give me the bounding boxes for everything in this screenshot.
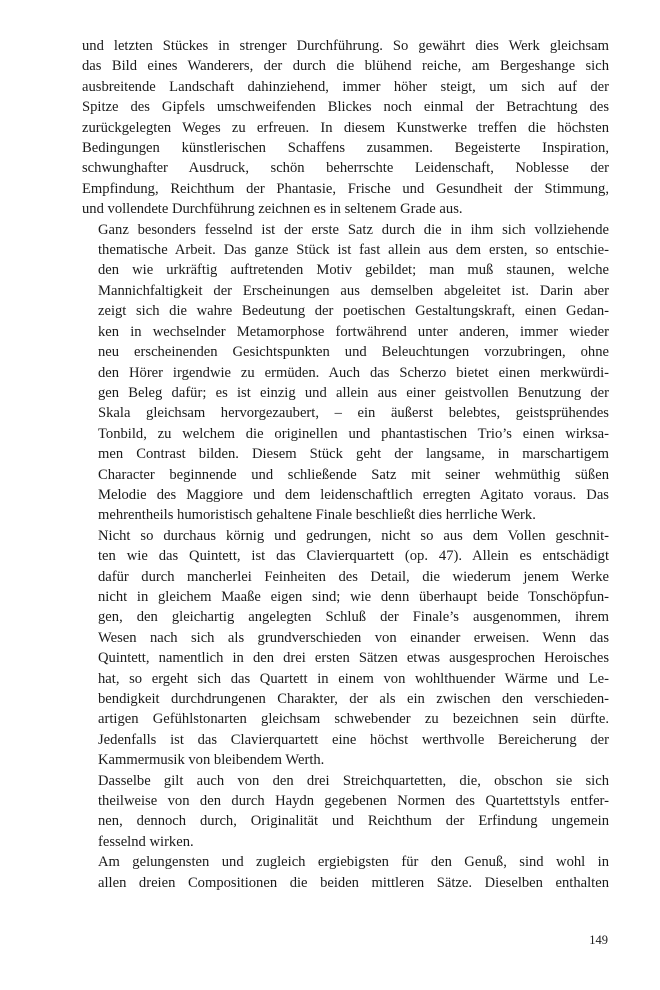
text-line: Melodie des Maggiore und dem leidenschaftlich erregten Agitato voraus. Das <box>98 486 609 503</box>
text-line: Nicht so durchaus körnig und gedrungen, nicht so aus dem Vollen geschnit- <box>98 527 609 544</box>
text-line: thematische Arbeit. Das ganze Stück ist fast allein aus dem ersten, so entschie- <box>98 242 609 259</box>
text-line: Mannichfaltigkeit der Erscheinungen aus demselben abgeleitet ist. Darin aber <box>98 282 609 299</box>
text-line: gen, den gleichartig angelegten Schluß der Finale’s ausgenommen, ihrem <box>98 609 609 626</box>
text-line: mehrentheils humoristisch gehaltene Finale beschließt dies herrliche Werk. <box>98 507 536 524</box>
text-line: allen dreien Compositionen die beiden mittleren Sätze. Dieselben enthalten <box>98 874 609 891</box>
text-line: Am gelungensten und zugleich ergiebigsten für den Genuß, sind wohl in <box>98 854 609 871</box>
text-line: gen Beleg dafür; es ist einzig und allein aus einer geistvollen Benutzung der <box>98 384 609 401</box>
text-line: Tonbild, zu welchem die originellen und phantastischen Trio’s einen wirksa- <box>98 425 609 442</box>
text-line: Quintett, namentlich in den drei ersten Sätzen etwas ausgesprochen Heroisches <box>98 650 609 667</box>
text-line: ausbreitende Landschaft dahinziehend, immer höher steigt, um sich auf der <box>82 78 609 95</box>
text-line: fesselnd wirken. <box>98 833 194 850</box>
text-line: schwunghafter Ausdruck, schön beherrschte Leidenschaft, Noblesse der <box>82 160 609 177</box>
text-line: Spitze des Gipfels umschweifenden Blickes noch einmal der Betrachtung des <box>82 99 609 116</box>
text-line: artigen Gefühlstonarten gleichsam schwebender zu bezeichnen sein dürfte. <box>98 711 609 728</box>
text-line: Ganz besonders fesselnd ist der erste Satz durch die in ihm sich vollziehende <box>98 221 609 238</box>
text-line: Empfindung, Reichthum der Phantasie, Frische und Gesundheit der Stimmung, <box>82 180 609 197</box>
paragraph-5 <box>82 852 609 893</box>
text-line: und vollendete Durchführung zeichnen es in seltenem Grade aus. <box>82 201 463 218</box>
text-line: zeigt sich die wahre Bedeutung der poetischen Gestaltungskraft, einen Gedan- <box>98 303 609 320</box>
page-body <box>82 36 609 893</box>
paragraph-3 <box>82 526 609 771</box>
text-line: theilweise von den durch Haydn gegebenen Normen des Quartettstyls entfer- <box>98 793 609 810</box>
text-line: ten wie das Quintett, ist das Clavierquartett (op. 47). Allein es entschädigt <box>98 548 609 565</box>
text-line: Jedenfalls ist das Clavierquartett eine höchst werthvolle Bereicherung der <box>98 731 609 748</box>
text-line: nicht in gleichem Maaße eigen sind; wie denn überhaupt beide Tonschöpfun- <box>98 588 609 605</box>
paragraph-1 <box>82 36 609 220</box>
paragraph-2 <box>82 220 609 526</box>
text-line: hat, so ergeht sich das Quartett in einem von wohlthuender Wärme und Le- <box>98 670 609 687</box>
text-line: Bedingungen künstlerischen Schaffens zusammen. Begeisterte Inspiration, <box>82 140 609 157</box>
text-line: das Bild eines Wanderers, der durch die blühend reiche, am Bergeshange sich <box>82 58 609 75</box>
text-line: dafür durch mancherlei Feinheiten des Detail, die wiederum jenem Werke <box>98 568 609 585</box>
text-line: Character beginnende und schließende Satz mit seiner wehmüthig süßen <box>98 466 609 483</box>
text-line: men Contrast bilden. Diesem Stück geht der langsame, in marschartigem <box>98 446 609 463</box>
text-line: bendigkeit durchdrungenen Charakter, der als ein zwischen den verschieden- <box>98 691 609 707</box>
text-line: Wesen nach sich als grundverschieden von einander erweisen. Wenn das <box>98 629 609 646</box>
paragraph-4 <box>82 771 609 853</box>
text-line: den wie urkräftig auftretenden Motiv gebildet; man muß staunen, welche <box>98 262 609 279</box>
text-line: nen, dennoch durch, Originalität und Reichthum der Erfindung ungemein <box>98 813 609 830</box>
text-line: und letzten Stückes in strenger Durchführung. So gewährt dies Werk gleichsam <box>82 38 609 54</box>
text-line: zurückgelegten Weges zu erfreuen. In diesem Kunstwerke treffen die höchsten <box>82 119 609 136</box>
text-line: Kammermusik von bleibendem Werth. <box>98 752 325 769</box>
text-line: Skala gleichsam hervorgezaubert, – ein äußerst belebtes, geistsprühendes <box>98 405 609 422</box>
page-number: 149 <box>589 933 608 947</box>
text-line: den Hörer irgendwie zu ermüden. Auch das Scherzo bietet einen merkwürdi- <box>98 364 609 381</box>
text-line: neu erscheinenden Gesichtspunkten und Beleuchtungen vorzubringen, ohne <box>98 344 609 361</box>
text-line: Dasselbe gilt auch von den drei Streichquartetten, die, obschon sie sich <box>98 772 609 789</box>
text-line: ken in wechselnder Metamorphose fortwährend unter anderen, immer wieder <box>98 323 609 340</box>
